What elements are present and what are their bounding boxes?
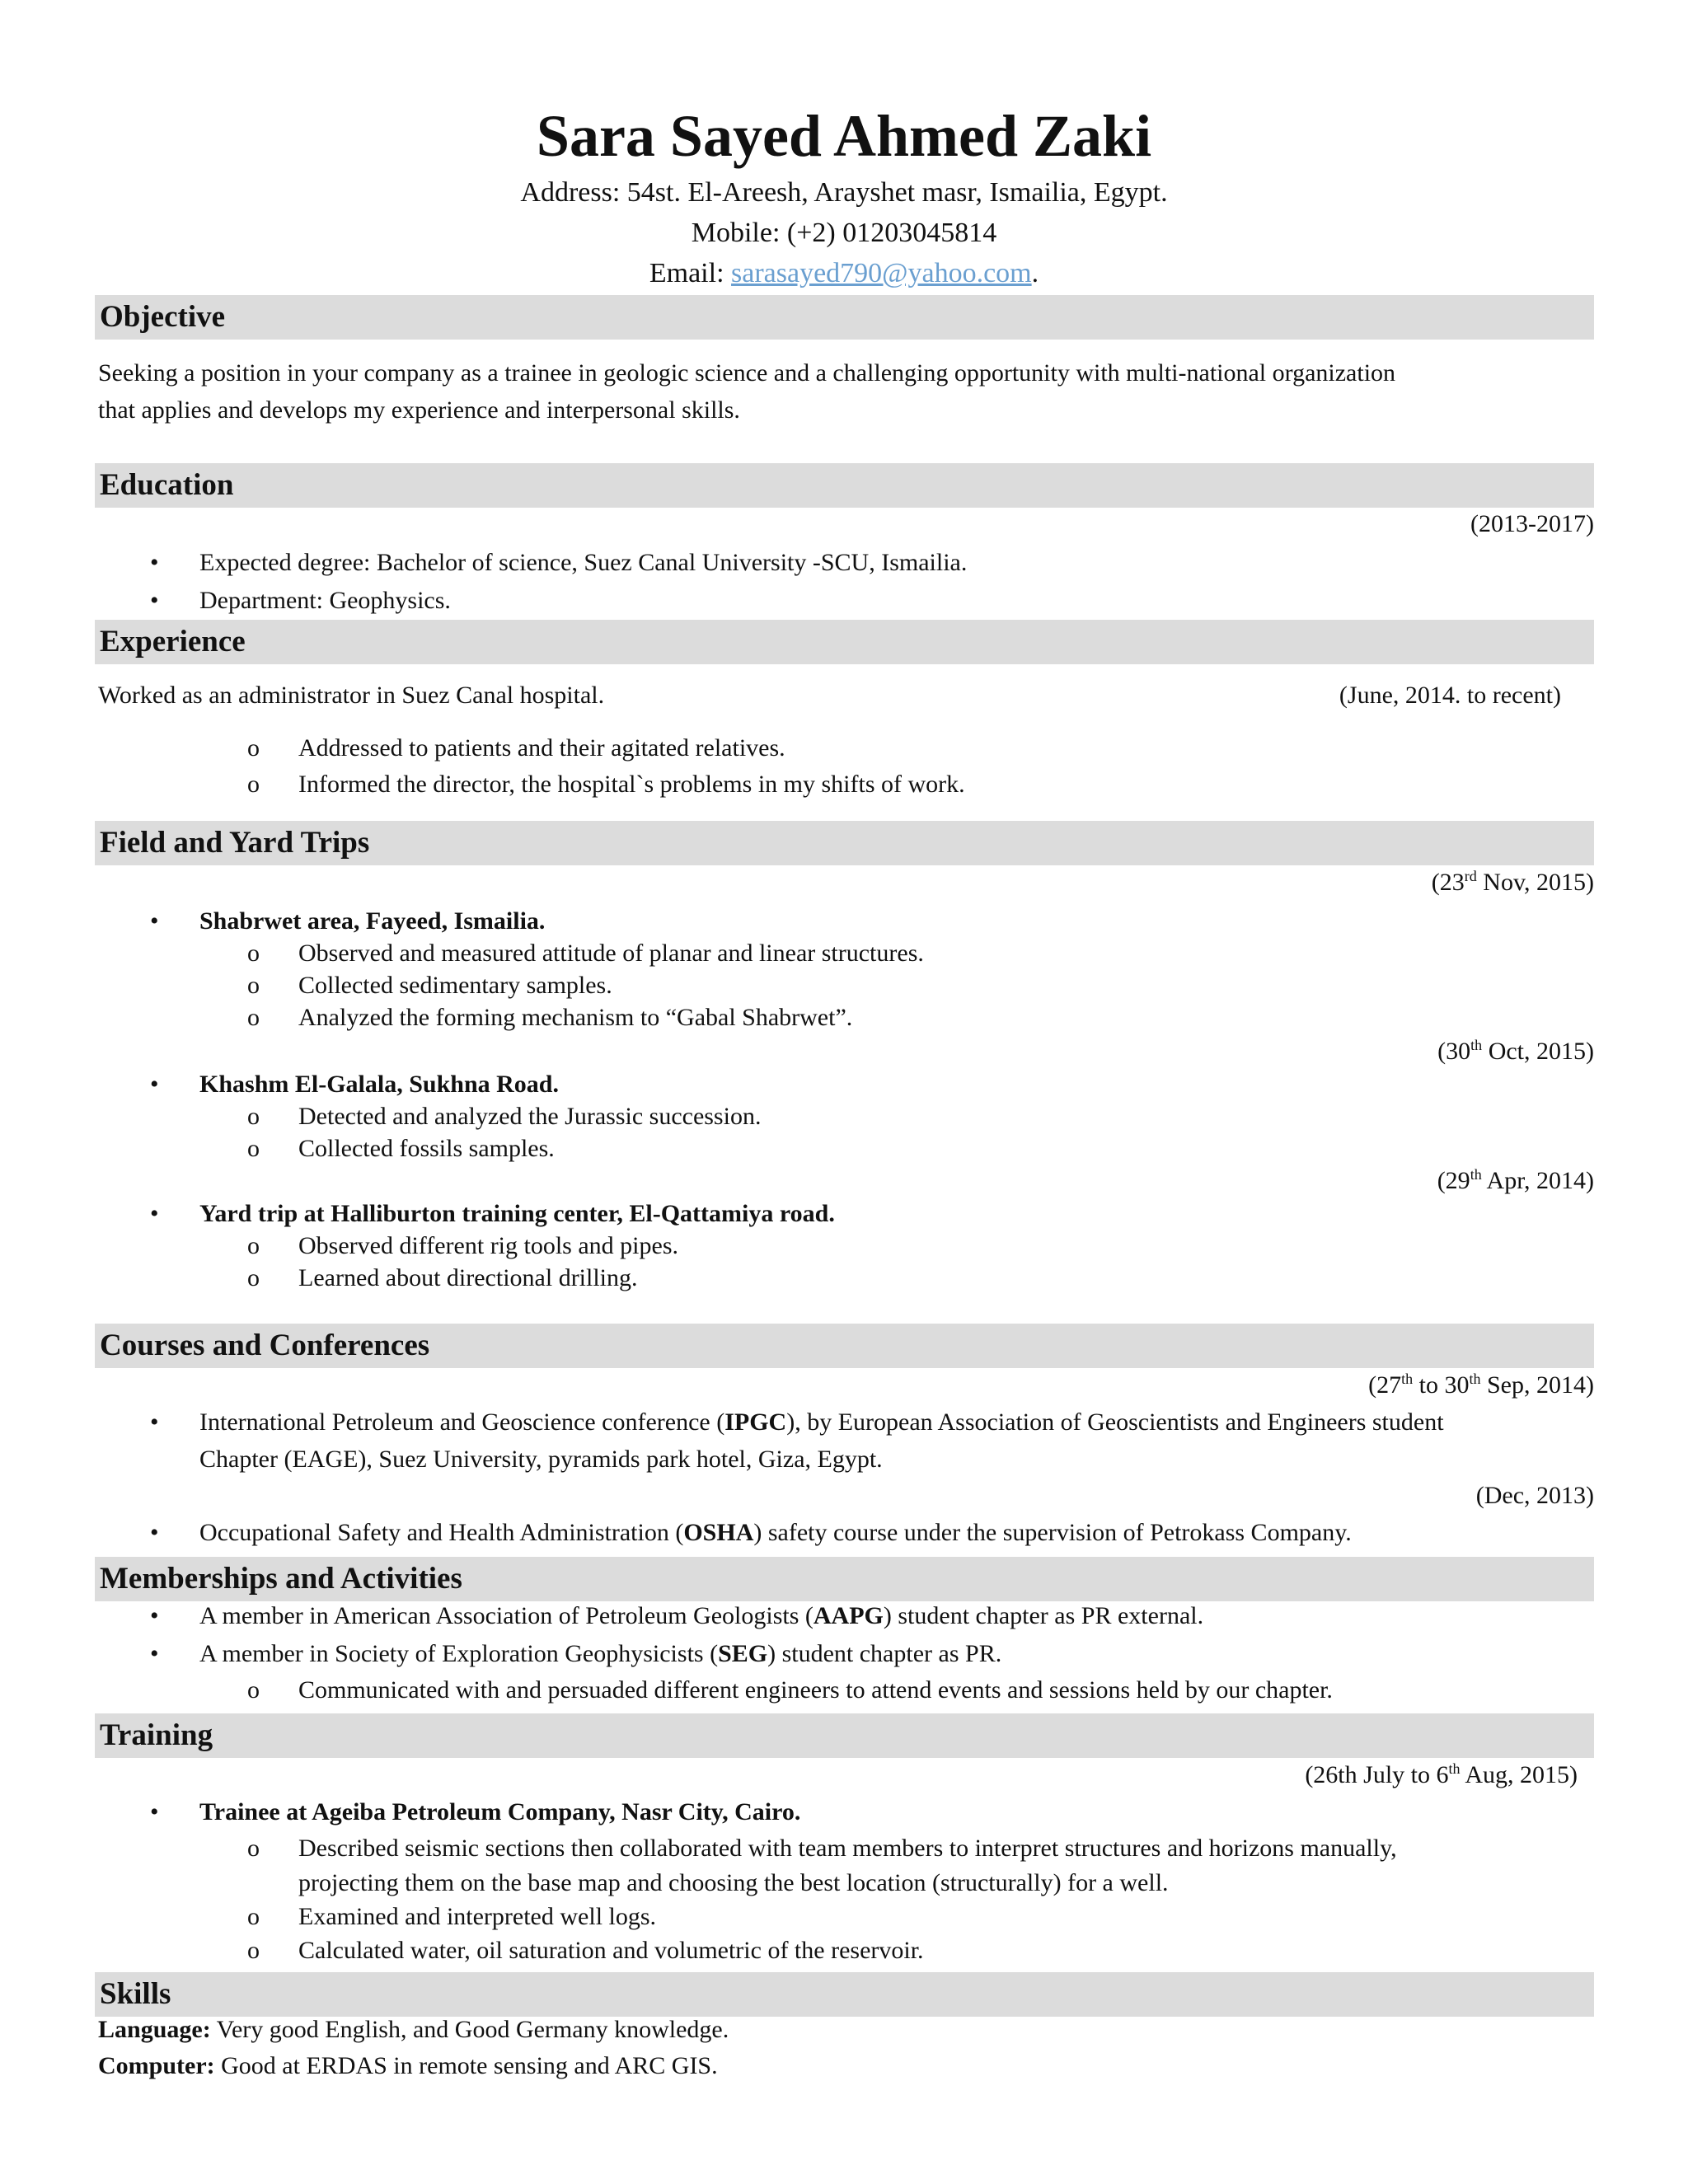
experience-item: Informed the director, the hospital`s problems in my shifts of work. — [298, 771, 965, 798]
bullet-dot-icon: • — [150, 1602, 159, 1629]
education-title: Education — [100, 468, 234, 502]
trip-item: Observed and measured attitude of planar and linear structures. — [298, 940, 924, 967]
experience-role: Worked as an administrator in Suez Canal hospital. — [98, 682, 605, 709]
bullet-dot-icon: • — [150, 549, 159, 576]
hollow-circle-icon: o — [247, 1135, 260, 1162]
training-date: (26th July to 6th Aug, 2015) — [1305, 1760, 1578, 1788]
experience-title: Experience — [100, 625, 246, 658]
objective-text-line-1: Seeking a position in your company as a trainee in geologic science and a challenging opportunity with multi-national organization — [98, 359, 1396, 387]
hollow-circle-icon: o — [247, 1676, 260, 1704]
training-item: Calculated water, oil saturation and volumetric of the reservoir. — [298, 1937, 924, 1964]
trip-item: Observed different rig tools and pipes. — [298, 1232, 679, 1259]
bullet-dot-icon: • — [150, 1408, 159, 1436]
objective-text-line-2: that applies and develops my experience and interpersonal skills. — [98, 396, 740, 424]
bullet-dot-icon: • — [150, 907, 159, 935]
hollow-circle-icon: o — [247, 1232, 260, 1259]
hollow-circle-icon: o — [247, 1264, 260, 1291]
trip-item: Learned about directional drilling. — [298, 1264, 638, 1291]
experience-date: (June, 2014. to recent) — [1339, 682, 1561, 709]
course-date: (27th to 30th Sep, 2014) — [1368, 1371, 1594, 1399]
bullet-dot-icon: • — [150, 1798, 159, 1825]
hollow-circle-icon: o — [247, 1835, 260, 1862]
training-name: Trainee at Ageiba Petroleum Company, Nasr City, Cairo. — [199, 1798, 801, 1825]
bullet-dot-icon: • — [150, 1640, 159, 1667]
training-item: Described seismic sections then collaborated with team members to interpret structures and horizons manually, — [298, 1835, 1397, 1862]
skills-title: Skills — [100, 1977, 171, 2011]
course-ipgc-line-2: Chapter (EAGE), Suez University, pyramids park hotel, Giza, Egypt. — [199, 1446, 883, 1473]
trips-title: Field and Yard Trips — [100, 826, 370, 860]
email-label: Email: — [649, 258, 732, 288]
course-date: (Dec, 2013) — [1475, 1482, 1594, 1509]
membership-sub-item: Communicated with and persuaded different engineers to attend events and sessions held by our chapter. — [298, 1676, 1333, 1704]
experience-item: Addressed to patients and their agitated relatives. — [298, 734, 785, 762]
trip-name: Khashm El-Galala, Sukhna Road. — [199, 1071, 559, 1098]
trip-date: (30th Oct, 2015) — [1437, 1037, 1594, 1065]
membership-seg: A member in Society of Exploration Geophysicists (SEG) student chapter as PR. — [199, 1640, 1002, 1667]
course-ipgc: International Petroleum and Geoscience conference (IPGC), by European Association of Geoscientists and Engineers student — [199, 1408, 1444, 1436]
candidate-name: Sara Sayed Ahmed Zaki — [536, 103, 1152, 169]
training-title: Training — [100, 1718, 213, 1752]
mobile-line: Mobile: (+2) 01203045814 — [691, 218, 997, 248]
bullet-dot-icon: • — [150, 1200, 159, 1227]
skill-computer: Computer: Good at ERDAS in remote sensing and ARC GIS. — [98, 2052, 718, 2079]
education-section-header — [95, 463, 1594, 508]
bullet-dot-icon: • — [150, 1519, 159, 1546]
email-line — [0, 255, 1688, 292]
courses-title: Courses and Conferences — [100, 1329, 430, 1362]
training-item-continued: projecting them on the base map and choosing the best location (structurally) for a well. — [298, 1869, 1169, 1896]
email-suffix: . — [1031, 258, 1039, 288]
objective-title: Objective — [100, 300, 226, 334]
training-section-header — [95, 1713, 1594, 1758]
objective-section-header — [95, 295, 1594, 340]
trips-section-header — [95, 821, 1594, 865]
hollow-circle-icon: o — [247, 1903, 260, 1930]
memberships-title: Memberships and Activities — [100, 1562, 462, 1596]
trip-item: Collected sedimentary samples. — [298, 972, 612, 999]
hollow-circle-icon: o — [247, 940, 260, 967]
hollow-circle-icon: o — [247, 771, 260, 798]
trip-name: Shabrwet area, Fayeed, Ismailia. — [199, 907, 546, 935]
hollow-circle-icon: o — [247, 1937, 260, 1964]
trip-item: Analyzed the forming mechanism to “Gabal Shabrwet”. — [298, 1004, 853, 1031]
courses-section-header — [95, 1324, 1594, 1368]
hollow-circle-icon: o — [247, 1103, 260, 1130]
bullet-dot-icon: • — [150, 1071, 159, 1098]
email-link[interactable]: sarasayed790@yahoo.com — [731, 258, 1032, 288]
trip-item: Collected fossils samples. — [298, 1135, 555, 1162]
trip-item: Detected and analyzed the Jurassic succession. — [298, 1103, 762, 1130]
address-line: Address: 54st. El-Areesh, Arayshet masr, Ismailia, Egypt. — [520, 177, 1168, 208]
education-degree: Expected degree: Bachelor of science, Suez Canal University -SCU, Ismailia. — [199, 549, 968, 576]
trip-name: Yard trip at Halliburton training center, El-Qattamiya road. — [199, 1200, 835, 1227]
bullet-dot-icon: • — [150, 587, 159, 614]
skill-language: Language: Very good English, and Good Germany knowledge. — [98, 2016, 729, 2043]
hollow-circle-icon: o — [247, 734, 260, 762]
education-date: (2013-2017) — [1470, 510, 1594, 537]
hollow-circle-icon: o — [247, 1004, 260, 1031]
experience-section-header — [95, 620, 1594, 664]
course-osha: Occupational Safety and Health Administration (OSHA) safety course under the supervision of Petrokass Company. — [199, 1519, 1352, 1546]
training-item: Examined and interpreted well logs. — [298, 1903, 657, 1930]
hollow-circle-icon: o — [247, 972, 260, 999]
memberships-section-header — [95, 1557, 1594, 1601]
education-department: Department: Geophysics. — [199, 587, 451, 614]
skills-section-header — [95, 1972, 1594, 2017]
membership-aapg: A member in American Association of Petroleum Geologists (AAPG) student chapter as PR external. — [199, 1602, 1204, 1629]
trip-date: (23rd Nov, 2015) — [1431, 868, 1594, 896]
trip-date: (29th Apr, 2014) — [1437, 1166, 1594, 1194]
